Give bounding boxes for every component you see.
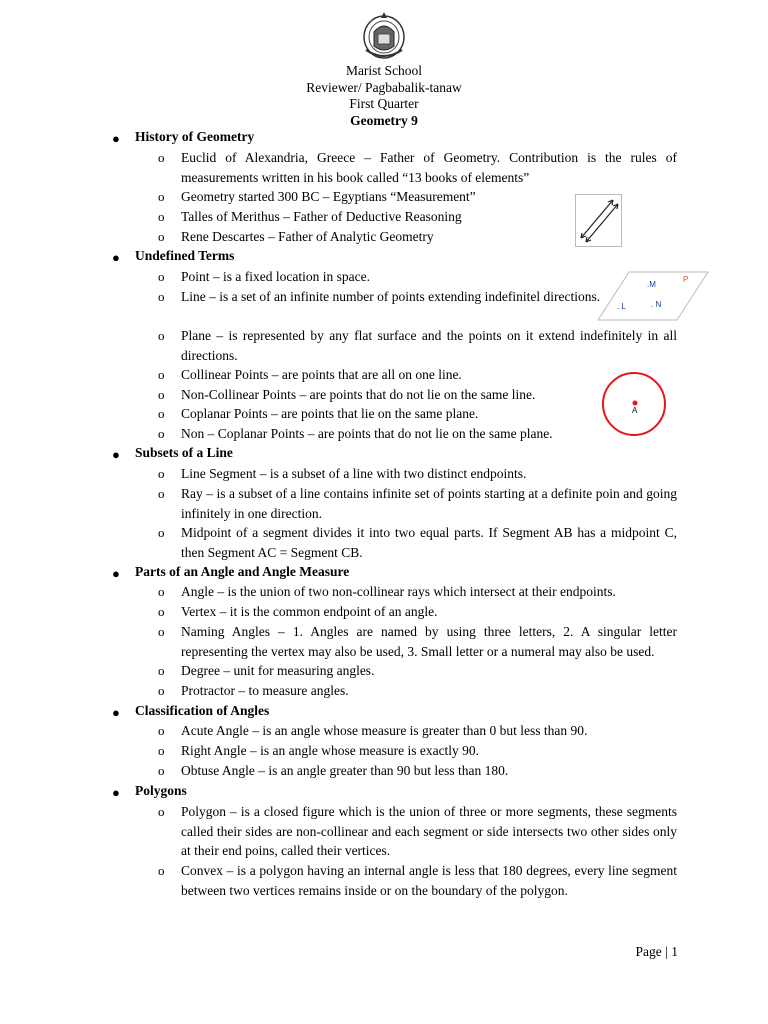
bullet-icon: ●	[112, 566, 120, 581]
list-item: Ray – is a subset of a line contains infinite set of points starting at a definite poin and going infinitely in one direction.	[181, 486, 677, 521]
sub-bullet-icon: o	[158, 209, 165, 224]
plane-point-p-label: P	[683, 275, 689, 284]
bullet-icon: ●	[112, 250, 120, 265]
sub-bullet-icon: o	[158, 486, 165, 501]
sub-bullet-icon: o	[158, 426, 165, 441]
sub-bullet-icon: o	[158, 743, 165, 758]
list-item: Right Angle – is an angle whose measure is exactly 90.	[181, 743, 480, 758]
list-item: Non – Coplanar Points – are points that do not lie on the same plane.	[181, 426, 553, 441]
section-title-parts-of-an-angle: Parts of an Angle and Angle Measure	[135, 564, 350, 579]
list-item: Protractor – to measure angles.	[181, 683, 349, 698]
sub-bullet-icon: o	[158, 269, 165, 284]
school-name: Marist School	[345, 63, 423, 78]
list-item: Line Segment – is a subset of a line with two distinct endpoints.	[181, 466, 527, 481]
bullet-icon: ●	[112, 785, 120, 800]
sub-bullet-icon: o	[158, 663, 165, 678]
plane-point-m-label: .M	[647, 280, 656, 289]
sub-bullet-icon: o	[158, 189, 165, 204]
list-item: Angle – is the union of two non-collinear rays which intersect at their endpoints.	[181, 584, 616, 599]
sub-bullet-icon: o	[158, 289, 165, 304]
point-a-figure	[600, 370, 668, 438]
sub-bullet-icon: o	[158, 229, 165, 244]
sub-bullet-icon: o	[158, 466, 165, 481]
list-item: Point – is a fixed location in space.	[181, 269, 370, 284]
point-a-label: A	[632, 406, 638, 415]
bullet-icon: ●	[112, 131, 120, 146]
list-item: Line – is a set of an infinite number of points extending indefinitel directions.	[181, 289, 601, 304]
list-item: Plane – is represented by any flat surface and the points on it extend indefinitely in all directions.	[181, 328, 677, 363]
plane-point-n-label: . N	[651, 300, 662, 309]
section-title-classification-of-angles: Classification of Angles	[135, 703, 270, 718]
bullet-icon: ●	[112, 447, 120, 462]
section-title-undefined-terms: Undefined Terms	[135, 248, 235, 263]
list-item: Naming Angles – 1. Angles are named by using three letters, 2. A singular letter representing the vertex may also be used, 3. Small letter or a numeral may also be used.	[181, 624, 677, 659]
sub-bullet-icon: o	[158, 150, 165, 165]
reviewer-title: Reviewer/ Pagbabalik-tanaw	[306, 79, 462, 95]
page-number: Page | 1	[635, 944, 678, 959]
sub-bullet-icon: o	[158, 604, 165, 619]
sub-bullet-icon: o	[158, 683, 165, 698]
parallel-lines-figure	[575, 194, 622, 247]
sub-bullet-icon: o	[158, 804, 165, 819]
list-item: Coplanar Points – are points that lie on the same plane.	[181, 406, 479, 421]
sub-bullet-icon: o	[158, 584, 165, 599]
plane-point-l-label: . L	[617, 302, 626, 311]
section-title-polygons: Polygons	[135, 783, 187, 798]
list-item: Midpoint of a segment divides it into two equal parts. If Segment AB has a midpoint C, then Segment AC = Segment CB.	[181, 525, 677, 560]
section-title-history: History of Geometry	[135, 129, 255, 144]
section-title-subsets-of-a-line: Subsets of a Line	[135, 445, 233, 460]
list-item: Geometry started 300 BC – Egyptians “Measurement”	[181, 189, 476, 204]
list-item: Euclid of Alexandria, Greece – Father of Geometry. Contribution is the rules of measurements written in his book called “13 books of elements”	[181, 150, 677, 185]
list-item: Collinear Points – are points that are all on one line.	[181, 367, 462, 382]
quarter-title: First Quarter	[349, 96, 419, 111]
list-item: Rene Descartes – Father of Analytic Geometry	[181, 229, 434, 244]
sub-bullet-icon: o	[158, 406, 165, 421]
sub-bullet-icon: o	[158, 624, 165, 639]
sub-bullet-icon: o	[158, 525, 165, 540]
bullet-icon: ●	[112, 705, 120, 720]
plane-figure	[597, 270, 709, 322]
list-item: Polygon – is a closed figure which is the union of three or more segments, these segments called their sides are non-collinear and each segment or side intersects two other sides only at their end poins, called their vertices.	[181, 804, 677, 858]
subject-title: Geometry 9	[350, 112, 418, 128]
sub-bullet-icon: o	[158, 763, 165, 778]
sub-bullet-icon: o	[158, 863, 165, 878]
list-item: Convex – is a polygon having an internal angle is less that 180 degrees, every line segment between two vertices remains inside or on the boundary of the polygon.	[181, 863, 677, 898]
list-item: Obtuse Angle – is an angle greater than 90 but less than 180.	[181, 763, 509, 778]
sub-bullet-icon: o	[158, 328, 165, 343]
sub-bullet-icon: o	[158, 387, 165, 402]
list-item: Talles of Merithus – Father of Deductive Reasoning	[181, 209, 462, 224]
list-item: Degree – unit for measuring angles.	[181, 663, 375, 678]
list-item: Non-Collinear Points – are points that do not lie on the same line.	[181, 387, 536, 402]
list-item: Vertex – it is the common endpoint of an angle.	[181, 604, 438, 619]
sub-bullet-icon: o	[158, 367, 165, 382]
list-item: Acute Angle – is an angle whose measure is greater than 0 but less than 90.	[181, 723, 588, 738]
sub-bullet-icon: o	[158, 723, 165, 738]
